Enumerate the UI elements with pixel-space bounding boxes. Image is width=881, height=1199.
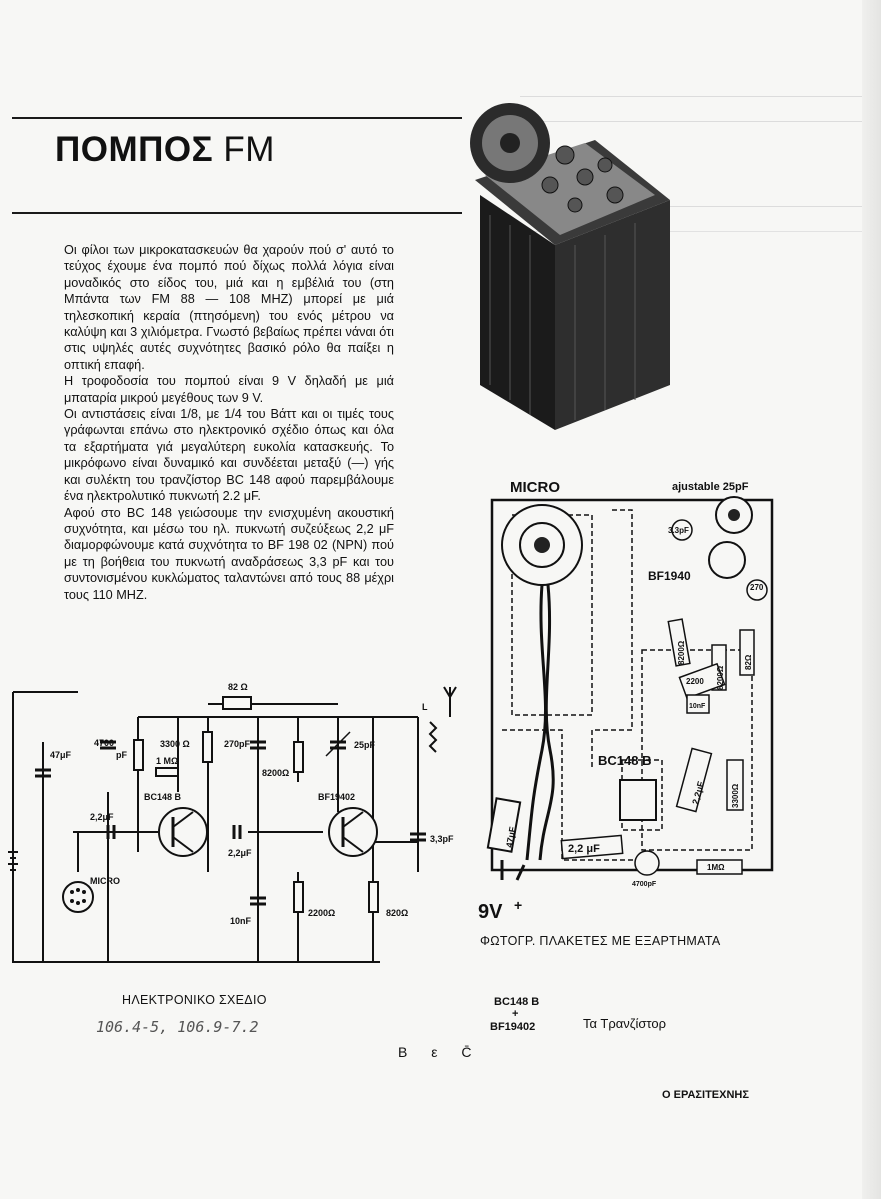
article-body	[64, 242, 394, 603]
pcb-label-battery-plus: +	[514, 897, 523, 913]
title-main: ΠΟΜΠΟΣ	[55, 130, 214, 169]
publisher-name: Ο ΕΡΑΣΙΤΕΧΝΗΣ	[662, 1089, 749, 1101]
pcb-label-8200: 8200Ω	[677, 640, 686, 665]
paragraph-4: Αφού στο BC 148 γειώσουμε την ενισχυμένη ακουστική συχνότητα, και μέσω του ηλ. πυκνωτή συζεύξεως 2,2 μF διαμορφώνουμε κατά συχνότητα το BF 198 02 (NPN) πού με τη βοήθεια του πυκνωτή αναδράσεως 3,3 pF και του συντονισμένου κυκλώματος ταλαντώνει από τους 88 μέχρι τους 110 MHZ.	[64, 505, 394, 602]
transistor-plus: +	[512, 1008, 519, 1020]
pcb-label-micro: MICRO	[510, 479, 560, 496]
transistor-line-2: BF19402	[490, 1021, 536, 1033]
title-top-rule	[12, 117, 462, 119]
pcb-label-bc148: BC148 B	[598, 753, 652, 768]
title-suffix: FM	[223, 130, 275, 169]
transistor-caption: Τα Τρανζίστορ	[583, 1016, 666, 1031]
pcb-label-ajustable: ajustable 25pF	[672, 481, 749, 493]
pcb-label-3300: 3300Ω	[731, 783, 740, 808]
pcb-label-bf1940: BF1940	[648, 569, 691, 583]
sch-label-820: 820Ω	[386, 908, 409, 918]
sch-label-4700: 4700	[94, 738, 115, 748]
pcb-label-1m: 1ΜΩ	[707, 863, 725, 872]
sch-label-8200: 8200Ω	[262, 768, 290, 778]
sch-label-270: 270pF	[224, 739, 251, 749]
sch-label-22uf-b: 2,2μF	[228, 848, 252, 858]
pcb-photo	[472, 470, 782, 930]
sch-label-2200: 2200Ω	[308, 908, 336, 918]
pcb-label-47uf: 47μF	[504, 825, 518, 849]
sch-label-47uf: 47μF	[50, 750, 72, 760]
pcb-label-4700pf: 4700pF	[632, 881, 657, 888]
handwritten-frequencies: 106.4-5, 106.9-7.2	[96, 1018, 259, 1036]
paragraph-1: Οι φίλοι των μικροκατασκευών θα χαρούν πού σ' αυτό το τεύχος έχουμε ένα πομπό πού δίχως πολλά λόγια είναι μοναδικός στο είδος του, μιά και η εμβέλιά του (στη Μπάντα των FM 88 — 108 MHZ) μπορεί με μιά τηλεσκοπική κεραία (πτησόμενη) του ενός μέτρου να καλύψη και 3 χιλιόμετρα. Γνωστό βεβαίως πρέπει νάναι ότι στις υψηλές αυτές συχνότητες βασικό ρόλο θα παίξει η οπτική επαφή.	[64, 243, 394, 372]
page-edge-shadow	[862, 0, 881, 1199]
pcb-label-270: 270	[750, 583, 764, 592]
sch-label-4700-unit: pF	[116, 750, 127, 760]
pcb-label-2200: 2200	[686, 677, 704, 686]
sch-label-3300: 3300 Ω	[160, 739, 190, 749]
sch-label-10nf: 10nF	[230, 916, 252, 926]
pcb-label-10nf: 10nF	[689, 703, 706, 710]
title-bottom-rule	[12, 212, 462, 214]
sch-label-bf19402: BF19402	[318, 792, 356, 802]
paragraph-3: Οι αντιστάσεις είναι 1/8, με 1/4 του Βάττ και οι τιμές τους γράφωνται επάνω στο ηλεκτρονικό σχέδιο όπως και όλα τα εξαρτήματα γιά μεγαλύτερη ευκολία κατασκευής. Το μικρόφωνο είναι δυναμικό και συνδέεται μεταξύ (—) γής και συλέκτη του τρανζίστορ BC 148 αφού παρεμβάλουμε ένα ηλεκτρολυτικό πυκνωτή 2.2 μF.	[64, 407, 394, 504]
pcb-label-33pf: 3.3pF	[668, 526, 689, 535]
pcb-caption: ΦΩΤΟΓΡ. ΠΛΑΚΕΤΕΣ ΜΕ ΕΞΑΡΤΗΜΑΤΑ	[480, 934, 721, 948]
article-title	[55, 130, 275, 170]
device-illustration	[465, 85, 675, 435]
pcb-label-22uf-h: 2,2 μF	[568, 843, 600, 855]
electronic-schematic	[8, 672, 463, 972]
pcb-label-82: 82Ω	[744, 654, 753, 670]
sch-label-82: 82 Ω	[228, 682, 248, 692]
pcb-label-battery: 9V	[478, 901, 503, 923]
schematic-caption: ΗΛΕΚΤΡΟΝΙΚΟ ΣΧΕΔΙΟ	[122, 993, 267, 1007]
transistor-pins: B ε C̄	[398, 1044, 482, 1060]
sch-label-micro: MICRO	[90, 876, 120, 886]
sch-label-coil: L	[422, 702, 428, 712]
paragraph-2: Η τροφοδοσία του πομπού είναι 9 V δηλαδή με μιά μπαταρία μικρού μεγέθους των 9 V.	[64, 374, 394, 405]
sch-label-33pf: 3,3pF	[430, 834, 454, 844]
sch-label-1m: 1 ΜΩ	[156, 756, 179, 766]
sch-label-22uf-a: 2,2μF	[90, 812, 114, 822]
pcb-label-8200b: 8200Ω	[716, 665, 725, 690]
pcb-label-22uf-v: 2,2μF	[690, 780, 707, 806]
sch-label-bc148: BC148 B	[144, 792, 182, 802]
sch-label-25pf: 25pF	[354, 740, 376, 750]
transistor-line-1: BC148 B	[494, 996, 540, 1008]
